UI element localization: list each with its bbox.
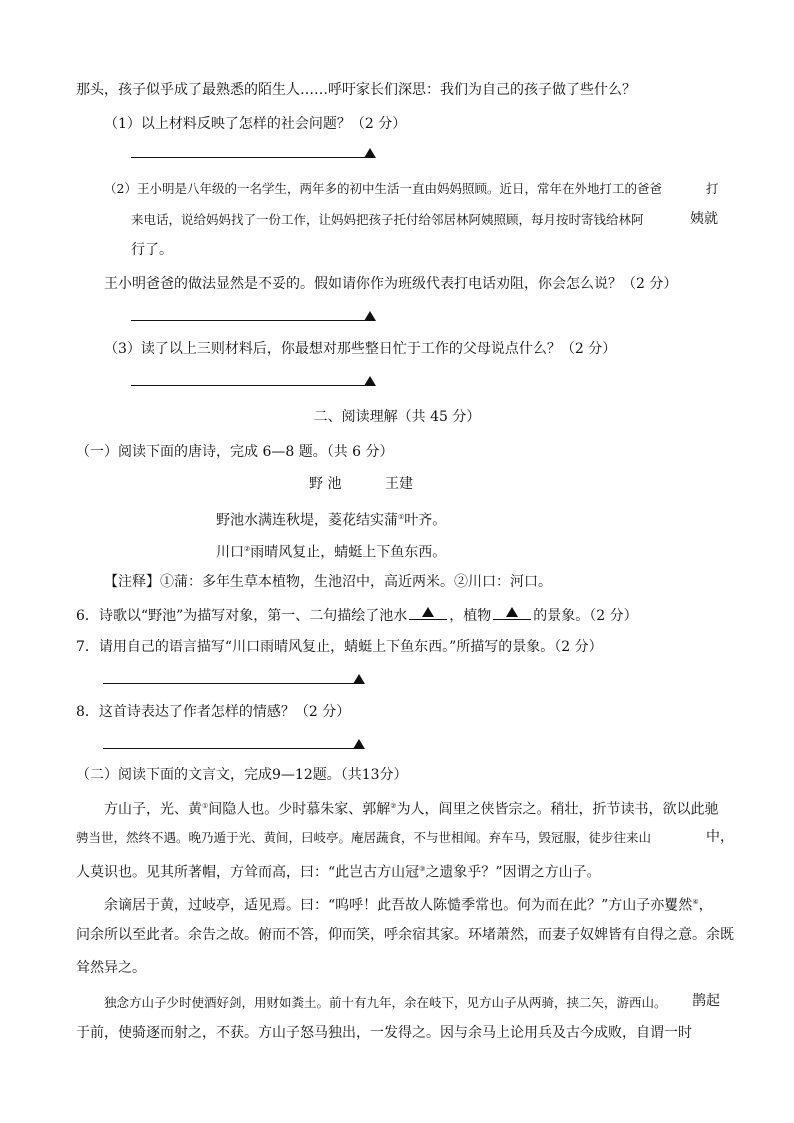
text-line: 那头，孩子似乎成了最熟悉的陌生人……呼吁家长们深思：我们为自己的孩子做了些什么？ <box>76 82 636 98</box>
question-1: （1）以上材料反映了怎样的社会问题？（2 分） <box>104 116 407 132</box>
poem-note: 【注释】①蒲：多年生草本植物，生池沼中，高近两米。②川口：河口。 <box>104 574 552 590</box>
passage-line: 耸然异之。 <box>76 960 146 976</box>
passage-line: 问余所以至此者。余告之故。俯而不答，仰而笑，呼余宿其家。环堵萧然，而妻子奴婢皆有自得之意。余既 <box>76 927 734 943</box>
poem-author: 王建 <box>385 476 413 492</box>
question-2-line-end: 打 <box>706 181 719 196</box>
answer-line[interactable] <box>131 385 365 386</box>
answer-blank[interactable] <box>409 605 447 620</box>
question-2-line-end: 姨就 <box>690 211 718 227</box>
triangle-icon <box>364 148 376 158</box>
question-2-prompt: 王小明爸爸的做法显然是不妥的。假如请你作为班级代表打电话劝阻，你会怎么说？（2 分） <box>104 276 678 292</box>
question-3: （3）读了以上三则材料后，你最想对那些整日忙于工作的父母说点什么？（2 分） <box>104 341 617 357</box>
question-2-line: （2）王小明是八年级的一名学生，两年多的初中生活一直由妈妈照顾。近日，常年在外地打工的爸爸 <box>104 181 662 196</box>
answer-blank[interactable] <box>493 605 531 620</box>
answer-line[interactable] <box>103 748 355 749</box>
question-8: 8．这首诗表达了作者怎样的情感？（2 分） <box>76 704 351 720</box>
passage-line: 骋当世，然终不遇。晚乃遁于光、黄间，曰岐亭。庵居蔬食，不与世相闻。弃车马，毁冠服，徒步往来山 <box>76 830 652 845</box>
poem-line-2: 川口②雨晴风复止，蜻蜓上下鱼东西。 <box>216 544 447 561</box>
question-2-line: 来电话，说给妈妈找了一份工作，让妈妈把孩子托付给邻居林阿姨照顾，每月按时寄钱给林阿 <box>131 212 644 227</box>
poem-title: 野 池 <box>309 476 342 492</box>
passage-line: 于前，使骑逐而射之，不获。方山子怒马独出，一发得之。因与余马上论用兵及古今成败，自谓一时 <box>76 1025 692 1041</box>
question-7: 7．请用自己的语言描写“川口雨晴风复止，蜻蜓上下鱼东西。”所描写的景象。（2 分） <box>76 639 603 655</box>
passage-line: 余谪居于黄，过岐亭，适见焉。曰：“呜呼！此吾故人陈慥季常也。何为而在此？”方山子亦矍然④， <box>104 897 713 914</box>
section-heading: 二、阅读理解（共 45 分） <box>313 409 481 425</box>
passage-line-end: 鹊起 <box>692 993 720 1009</box>
poem-line-1: 野池水满连秋堤，菱花结实蒲①叶齐。 <box>216 512 447 529</box>
question-6: 6．诗歌以“野池”为描写对象，第一、二句描绘了池水 ，植物 的景象。（2 分） <box>76 605 638 625</box>
triangle-icon <box>353 674 365 684</box>
part-heading: （一）阅读下面的唐诗，完成 6—8 题。（共 6 分） <box>76 444 394 460</box>
passage-line-end: 中， <box>706 829 734 845</box>
passage-line: 人莫识也。见其所著帽，方耸而高，曰：“此岂古方山冠③之遗象乎？”因谓之方山子。 <box>76 864 601 881</box>
passage-line: 方山子，光、黄①间隐人也。少时慕朱家、郭解②为人，闾里之侠皆宗之。稍壮，折节读书，欲以此驰 <box>104 801 719 818</box>
passage-line: 独念方山子少时使酒好剑，用财如粪土。前十有九年，余在岐下，见方山子从两骑，挟二矢，游西山。 <box>104 995 667 1010</box>
triangle-icon <box>353 739 365 749</box>
answer-line[interactable] <box>131 320 365 321</box>
question-2-line: 行了。 <box>131 242 173 258</box>
triangle-icon <box>506 607 518 617</box>
triangle-icon <box>364 376 376 386</box>
answer-line[interactable] <box>131 157 365 158</box>
answer-line[interactable] <box>103 683 355 684</box>
part-heading: （二）阅读下面的文言文，完成9—12题。（共13分） <box>76 767 408 783</box>
triangle-icon <box>422 607 434 617</box>
triangle-icon <box>364 311 376 321</box>
